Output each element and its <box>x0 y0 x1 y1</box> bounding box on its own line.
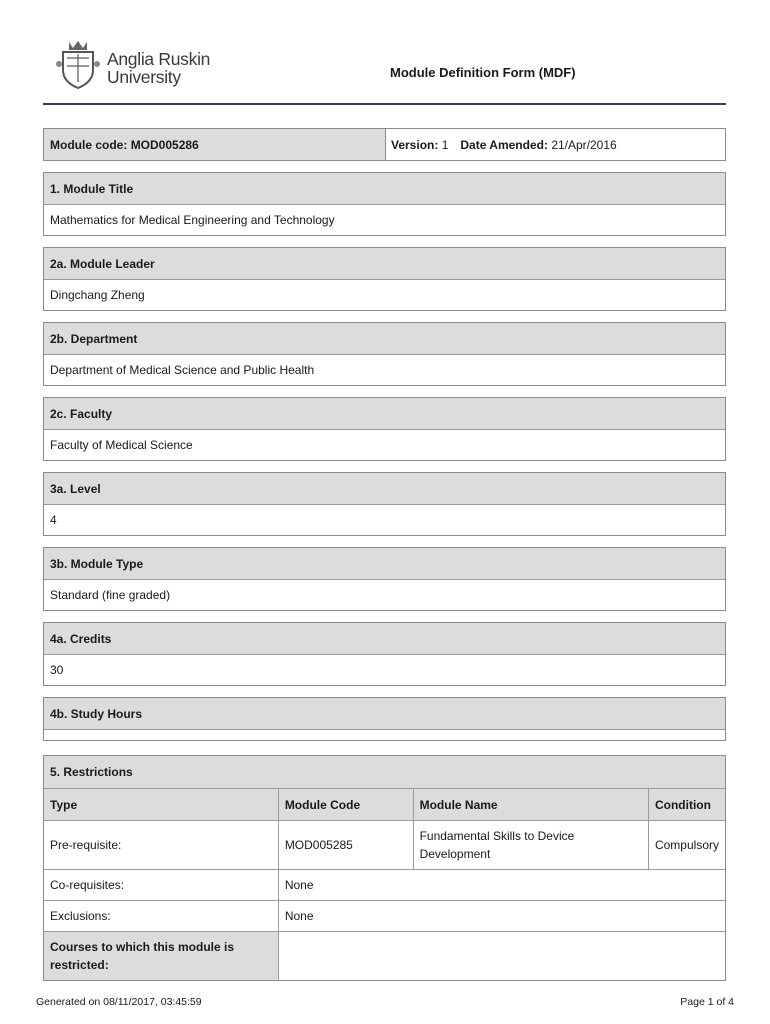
restriction-code: MOD005285 <box>278 821 413 870</box>
restriction-value <box>278 932 725 980</box>
restriction-type: Pre-requisite: <box>44 821 278 870</box>
column-header: Type <box>44 789 278 821</box>
section-header: 3b. Module Type <box>44 548 725 579</box>
date-amended-value: 21/Apr/2016 <box>551 137 617 152</box>
module-code-box <box>43 128 726 161</box>
restrictions-table <box>44 788 725 980</box>
version-date-cell <box>386 129 725 160</box>
column-header: Condition <box>648 789 725 821</box>
module-code-cell <box>44 129 386 160</box>
page-footer <box>36 996 734 1008</box>
section-header: 3a. Level <box>44 473 725 504</box>
section-header: 2a. Module Leader <box>44 248 725 279</box>
section-header: 4b. Study Hours <box>44 698 725 729</box>
table-header-row <box>44 789 725 821</box>
page-header <box>43 38 726 104</box>
section-header: 4a. Credits <box>44 623 725 654</box>
version-value: 1 <box>441 137 449 152</box>
version-label: Version: <box>391 137 439 152</box>
restriction-condition: Compulsory <box>648 821 725 870</box>
crest-icon <box>55 38 101 90</box>
module-code-value: MOD005286 <box>130 137 199 152</box>
section-module-title <box>43 172 726 236</box>
column-header: Module Name <box>413 789 648 821</box>
table-row <box>44 932 725 980</box>
section-level <box>43 472 726 536</box>
page-number: Page 1 of 4 <box>680 996 734 1008</box>
logo-text-line1: Anglia Ruskin <box>107 49 211 69</box>
date-amended-label: Date Amended: <box>460 137 548 152</box>
restriction-type: Exclusions: <box>44 901 278 932</box>
header-divider <box>43 103 726 105</box>
generated-timestamp: Generated on 08/11/2017, 03:45:59 <box>36 996 202 1008</box>
restriction-name: Fundamental Skills to Device Development <box>413 821 648 870</box>
logo-text-line2: University <box>107 67 181 87</box>
section-department <box>43 322 726 386</box>
restriction-value: None <box>278 870 725 901</box>
section-value: Mathematics for Medical Engineering and Technology <box>44 204 725 235</box>
column-header: Module Code <box>278 789 413 821</box>
section-module-leader <box>43 247 726 311</box>
section-header: 2b. Department <box>44 323 725 354</box>
restriction-type: Courses to which this module is restricted: <box>44 932 278 980</box>
section-credits <box>43 622 726 686</box>
module-code-label: Module code: <box>50 137 128 152</box>
table-row <box>44 821 725 870</box>
section-value: Department of Medical Science and Public Health <box>44 354 725 385</box>
section-header: 2c. Faculty <box>44 398 725 429</box>
section-value: Dingchang Zheng <box>44 279 725 310</box>
restriction-value: None <box>278 901 725 932</box>
section-header: 1. Module Title <box>44 173 725 204</box>
section-faculty <box>43 397 726 461</box>
section-header: 5. Restrictions <box>44 756 725 788</box>
section-module-type <box>43 547 726 611</box>
section-value: Standard (fine graded) <box>44 579 725 610</box>
form-title: Module Definition Form (MDF) <box>390 65 576 80</box>
restriction-type: Co-requisites: <box>44 870 278 901</box>
section-value: 30 <box>44 654 725 685</box>
section-value: 4 <box>44 504 725 535</box>
section-study-hours <box>43 697 726 741</box>
table-row <box>44 901 725 932</box>
section-restrictions <box>43 755 726 981</box>
university-logo <box>55 38 235 90</box>
section-value <box>44 729 725 740</box>
section-value: Faculty of Medical Science <box>44 429 725 460</box>
table-row <box>44 870 725 901</box>
